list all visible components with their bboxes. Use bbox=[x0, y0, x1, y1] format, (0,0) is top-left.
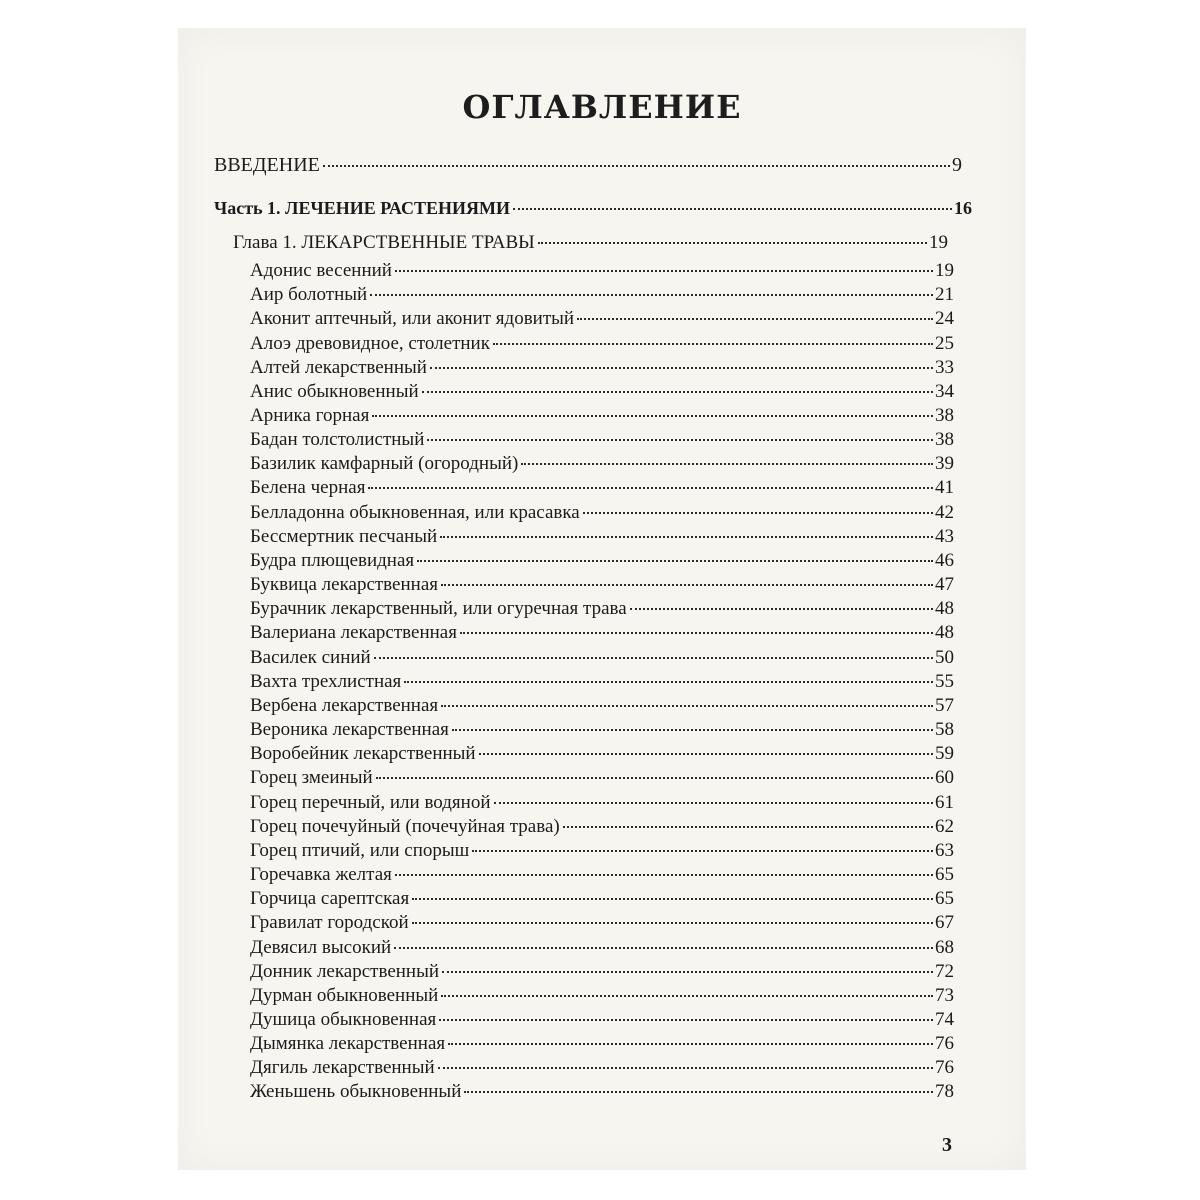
dot-leader bbox=[460, 632, 933, 634]
toc-item-page: 73 bbox=[935, 984, 954, 1006]
toc-item-label: Горец перечный, или водяной bbox=[250, 791, 491, 813]
dot-leader bbox=[417, 560, 933, 562]
toc-item-page: 55 bbox=[935, 670, 954, 692]
toc-item-label: Дымянка лекарственная bbox=[250, 1033, 446, 1055]
toc-item-page: 33 bbox=[935, 356, 954, 378]
dot-leader bbox=[422, 391, 933, 393]
dot-leader bbox=[493, 343, 933, 345]
toc-item-label: Бессмертник песчаный bbox=[250, 525, 438, 547]
dot-leader bbox=[513, 208, 952, 210]
toc-item bbox=[250, 453, 954, 475]
toc-entry-page: 16 bbox=[954, 198, 972, 218]
toc-entry-chapter-1 bbox=[233, 232, 948, 254]
toc-item bbox=[250, 961, 954, 983]
toc-item bbox=[250, 405, 954, 427]
toc-item bbox=[250, 550, 954, 572]
toc-item-page: 38 bbox=[935, 405, 954, 426]
table-of-contents bbox=[178, 28, 1026, 1170]
toc-item-page: 39 bbox=[935, 453, 954, 475]
toc-item-label: Воробейник лекарственный bbox=[250, 743, 476, 765]
toc-item-page: 48 bbox=[935, 598, 954, 620]
toc-item-label: Алоэ древовидное, столетник bbox=[250, 332, 490, 354]
toc-item bbox=[250, 937, 954, 959]
toc-item bbox=[250, 381, 954, 403]
dot-leader bbox=[412, 922, 933, 924]
toc-item bbox=[250, 622, 954, 644]
toc-item bbox=[250, 719, 954, 741]
toc-item bbox=[250, 574, 954, 596]
book-page bbox=[178, 28, 1026, 1170]
toc-item bbox=[250, 671, 954, 693]
dot-leader bbox=[538, 242, 927, 244]
toc-item bbox=[250, 985, 954, 1007]
toc-item bbox=[250, 767, 954, 789]
dot-leader bbox=[479, 753, 933, 755]
toc-item-label: Гравилат городской bbox=[250, 912, 409, 934]
toc-title: ОГЛАВЛЕНИЕ bbox=[462, 88, 742, 126]
dot-leader bbox=[430, 367, 933, 369]
toc-item bbox=[250, 333, 954, 355]
dot-leader bbox=[427, 439, 933, 441]
toc-item-label: Василек синий bbox=[250, 646, 371, 668]
toc-item bbox=[250, 598, 954, 620]
toc-item-page: 68 bbox=[935, 936, 954, 958]
toc-entry-part-1 bbox=[214, 198, 972, 219]
dot-leader bbox=[412, 898, 933, 900]
dot-leader bbox=[372, 415, 933, 417]
dot-leader bbox=[563, 826, 933, 828]
toc-item-label: Буквица лекарственная bbox=[250, 574, 438, 596]
toc-item-page: 58 bbox=[935, 719, 954, 740]
toc-item-page: 59 bbox=[935, 743, 954, 765]
toc-item-label: Вероника лекарственная bbox=[250, 719, 449, 740]
page-number: 3 bbox=[942, 1134, 952, 1156]
toc-item-page: 65 bbox=[935, 864, 954, 885]
toc-item-label: Анис обыкновенный bbox=[250, 380, 419, 402]
dot-leader bbox=[323, 165, 950, 167]
toc-item-page: 41 bbox=[935, 477, 954, 499]
dot-leader bbox=[368, 487, 933, 489]
toc-item-page: 61 bbox=[935, 791, 954, 813]
toc-item-page: 34 bbox=[935, 380, 954, 402]
toc-item-label: Аир болотный bbox=[250, 284, 368, 306]
toc-item bbox=[250, 792, 954, 814]
toc-item-page: 48 bbox=[935, 622, 954, 644]
toc-item-label: Бадан толстолистный bbox=[250, 429, 425, 451]
toc-item-page: 76 bbox=[935, 1033, 954, 1055]
toc-item-label: Дягиль лекарственный bbox=[250, 1057, 435, 1079]
toc-item bbox=[250, 357, 954, 379]
toc-item bbox=[250, 695, 954, 717]
toc-item-label: Будра плющевидная bbox=[250, 549, 415, 571]
toc-item-page: 57 bbox=[935, 694, 954, 716]
toc-item bbox=[250, 1057, 954, 1079]
dot-leader bbox=[440, 536, 933, 538]
toc-item bbox=[250, 647, 954, 669]
toc-item-label: Душица обыкновенная bbox=[250, 1009, 437, 1030]
toc-item-page: 63 bbox=[935, 839, 954, 861]
toc-item bbox=[250, 912, 954, 934]
dot-leader bbox=[395, 874, 933, 876]
toc-item-page: 47 bbox=[935, 574, 954, 596]
toc-item bbox=[250, 840, 954, 862]
dot-leader bbox=[583, 512, 933, 514]
dot-leader bbox=[404, 681, 933, 683]
toc-item bbox=[250, 260, 954, 282]
toc-item-page: 67 bbox=[935, 912, 954, 934]
toc-item-label: Дурман обыкновенный bbox=[250, 984, 439, 1006]
dot-leader bbox=[441, 705, 933, 707]
toc-item bbox=[250, 284, 954, 306]
toc-item bbox=[250, 477, 954, 499]
dot-leader bbox=[438, 1067, 933, 1069]
toc-item-page: 21 bbox=[935, 284, 954, 306]
toc-item-page: 76 bbox=[935, 1057, 954, 1079]
toc-item-label: Бурачник лекарственный, или огуречная трава bbox=[250, 598, 627, 620]
dot-leader bbox=[395, 270, 933, 272]
toc-item-page: 46 bbox=[935, 549, 954, 571]
toc-item bbox=[250, 1081, 954, 1103]
toc-item-page: 74 bbox=[935, 1009, 954, 1030]
toc-item-label: Белена черная bbox=[250, 477, 366, 499]
dot-leader bbox=[370, 294, 933, 296]
toc-item-label: Горец птичий, или спорыш bbox=[250, 839, 470, 861]
dot-leader bbox=[630, 608, 933, 610]
toc-item-label: Донник лекарственный bbox=[250, 960, 440, 982]
toc-item-page: 65 bbox=[935, 888, 954, 910]
dot-leader bbox=[439, 1019, 933, 1021]
toc-item-page: 38 bbox=[935, 429, 954, 451]
dot-leader bbox=[452, 729, 933, 731]
dot-leader bbox=[374, 657, 933, 659]
toc-item-label: Вербена лекарственная bbox=[250, 694, 439, 716]
toc-item-label: Горец почечуйный (почечуйная трава) bbox=[250, 815, 560, 837]
toc-item bbox=[250, 1009, 954, 1031]
toc-item-page: 72 bbox=[935, 960, 954, 982]
toc-item bbox=[250, 502, 954, 524]
toc-item bbox=[250, 864, 954, 886]
toc-item-label: Белладонна обыкновенная, или красавка bbox=[250, 501, 580, 523]
dot-leader bbox=[464, 1091, 933, 1093]
toc-item bbox=[250, 888, 954, 910]
dot-leader bbox=[376, 777, 933, 779]
toc-item-page: 50 bbox=[935, 646, 954, 668]
toc-item-label: Арника горная bbox=[250, 405, 370, 426]
toc-item bbox=[250, 429, 954, 451]
dot-leader bbox=[394, 947, 933, 949]
toc-item-label: Горечавка желтая bbox=[250, 864, 392, 885]
toc-entry-page: 9 bbox=[952, 154, 962, 176]
toc-item-page: 42 bbox=[935, 501, 954, 523]
toc-entry-page: 19 bbox=[929, 232, 948, 253]
toc-item-label: Адонис весенний bbox=[250, 260, 392, 281]
toc-item-page: 24 bbox=[935, 308, 954, 330]
toc-item-page: 19 bbox=[935, 260, 954, 281]
toc-item-page: 60 bbox=[935, 767, 954, 789]
toc-item-label: Алтей лекарственный bbox=[250, 356, 427, 378]
toc-item-label: Базилик камфарный (огородный) bbox=[250, 453, 519, 475]
dot-leader bbox=[577, 318, 933, 320]
toc-entry-label: ВВЕДЕНИЕ bbox=[214, 154, 320, 176]
toc-item-label: Горец змеиный bbox=[250, 767, 373, 789]
dot-leader bbox=[441, 995, 933, 997]
toc-item-label: Женьшень обыкновенный bbox=[250, 1081, 462, 1103]
toc-entry-introduction bbox=[214, 154, 962, 177]
toc-item-label: Девясил высокий bbox=[250, 936, 392, 958]
toc-item-label: Аконит аптечный, или аконит ядовитый bbox=[250, 308, 575, 330]
toc-item bbox=[250, 526, 954, 548]
toc-item-page: 62 bbox=[935, 815, 954, 837]
toc-item bbox=[250, 743, 954, 765]
toc-item-label: Горчица сарептская bbox=[250, 888, 410, 910]
dot-leader bbox=[472, 850, 933, 852]
toc-item-label: Валериана лекарственная bbox=[250, 622, 457, 644]
toc-entry-label: Глава 1. ЛЕКАРСТВЕННЫЕ ТРАВЫ bbox=[233, 232, 535, 253]
dot-leader bbox=[441, 584, 933, 586]
dot-leader bbox=[521, 463, 933, 465]
toc-item bbox=[250, 1033, 954, 1055]
toc-item-page: 78 bbox=[935, 1081, 954, 1103]
toc-entry-label: Часть 1. ЛЕЧЕНИЕ РАСТЕНИЯМИ bbox=[214, 198, 510, 218]
toc-item bbox=[250, 308, 954, 330]
toc-item-page: 25 bbox=[935, 332, 954, 354]
toc-item bbox=[250, 816, 954, 838]
dot-leader bbox=[494, 802, 934, 804]
toc-item-label: Вахта трехлистная bbox=[250, 670, 402, 692]
toc-item-page: 43 bbox=[935, 525, 954, 547]
dot-leader bbox=[442, 971, 933, 973]
dot-leader bbox=[448, 1043, 933, 1045]
